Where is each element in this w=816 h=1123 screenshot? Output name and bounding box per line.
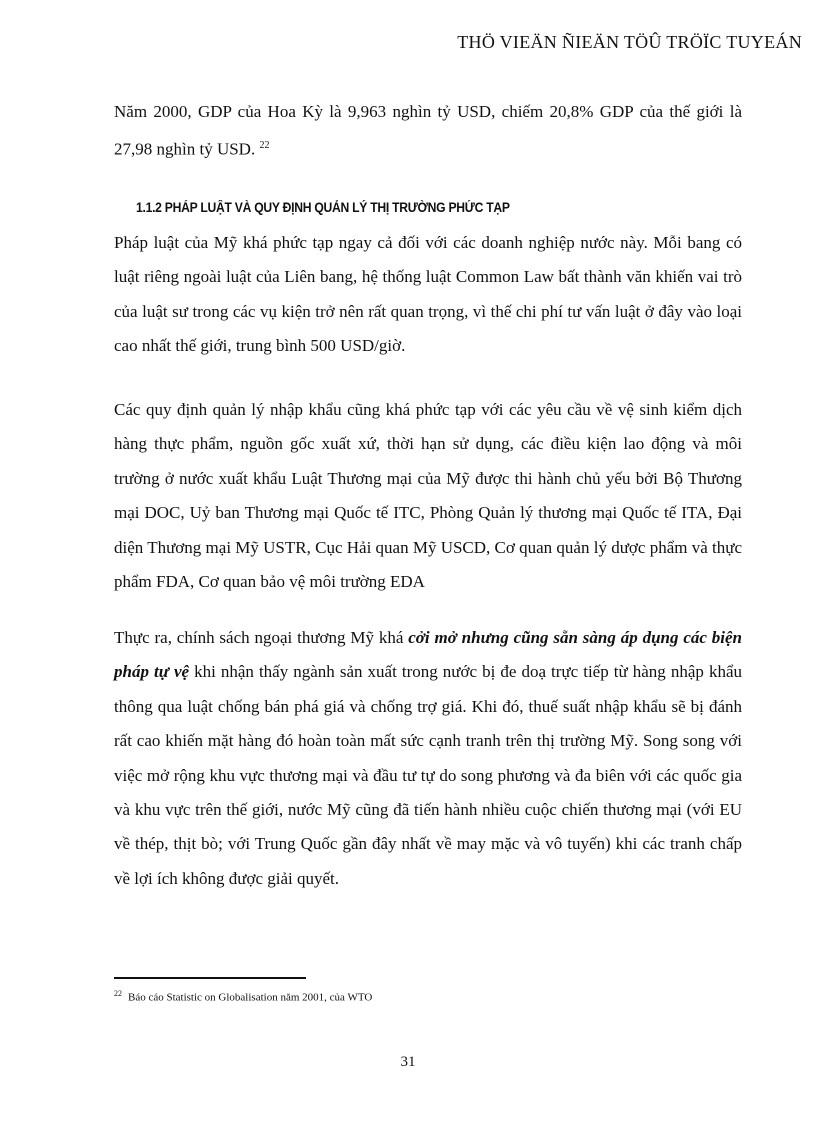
page-header: THÖ VIEÄN ÑIEÄN TÖÛ TRÖÏC TUYEÁN [457, 32, 802, 52]
footnote-separator [114, 977, 306, 979]
paragraph-trade-policy [114, 621, 742, 896]
footnote [114, 989, 372, 1004]
trade-policy-end: khi nhận thấy ngành sản xuất trong nước bị đe doạ trực tiếp từ hàng nhập khẩu thông qua luật chống bán phá giá và chống trợ giá. Khi đó, thuế suất nhập khẩu sẽ bị đánh rất cao khiến mặt hàng đó hoàn toàn mất sức cạnh tranh trên thị trường Mỹ. Song song với việc mở rộng khu vực thương mại và đầu tư tự do song phương và đa biên với các quốc gia và khu vực trên thế giới, nước Mỹ cũng đã tiến hành nhiều cuộc chiến thương mại (với EU về thép, thịt bò; với Trung Quốc gần đây nhất về may mặc và vô tuyến) khi các tranh chấp về lợi ích không được giải quyết. [114, 662, 742, 888]
trade-policy-start: Thực ra, chính sách ngoại thương Mỹ khá [114, 628, 409, 647]
footnote-text: Báo cáo Statistic on Globalisation năm 2001, của WTO [128, 991, 373, 1004]
intro-paragraph [114, 95, 742, 167]
footnote-number: 22 [114, 989, 122, 998]
page-number: 31 [400, 1054, 416, 1070]
paragraph-import-regulations: Các quy định quản lý nhập khẩu cũng khá phức tạp với các yêu cầu về vệ sinh kiểm dịch hàng thực phẩm, nguồn gốc xuất xứ, thời hạn sử dụng, các điều kiện lao động và môi trường ở nước xuất khẩu Luật Thương mại của Mỹ được thi hành chủ yếu bởi Bộ Thương mại DOC, Uỷ ban Thương mại Quốc tế ITC, Phòng Quản lý thương mại Quốc tế ITA, Đại diện Thương mại Mỹ USTR, Cục Hải quan Mỹ USCD, Cơ quan quản lý dược phẩm và thực phẩm FDA, Cơ quan bảo vệ môi trường EDA [114, 400, 742, 592]
footnote-reference: 22 [259, 140, 270, 152]
intro-text: Năm 2000, GDP của Hoa Kỳ là 9,963 nghìn tỷ USD, chiếm 20,8% GDP của thế giới là 27,98 nghìn tỷ USD. [114, 102, 742, 160]
trade-policy-emphasis: cởi mở nhưng cũng sẵn sàng áp dụng các biện pháp tự vệ [114, 628, 742, 682]
paragraph-legal: Pháp luật của Mỹ khá phức tạp ngay cả đối với các doanh nghiệp nước này. Mỗi bang có luật riêng ngoài luật của Liên bang, hệ thống luật Common Law bất thành văn khiến vai trò của luật sư trong các vụ kiện trở nên rất quan trọng, vì thế chi phí tư vấn luật ở đây vào loại cao nhất thế giới, trung bình 500 USD/giờ. [114, 233, 742, 356]
section-heading: 1.1.2 PHÁP LUẬT VÀ QUY ĐỊNH QUẢN LÝ THỊ TRƯỜNG PHỨC TẠP [136, 200, 510, 215]
